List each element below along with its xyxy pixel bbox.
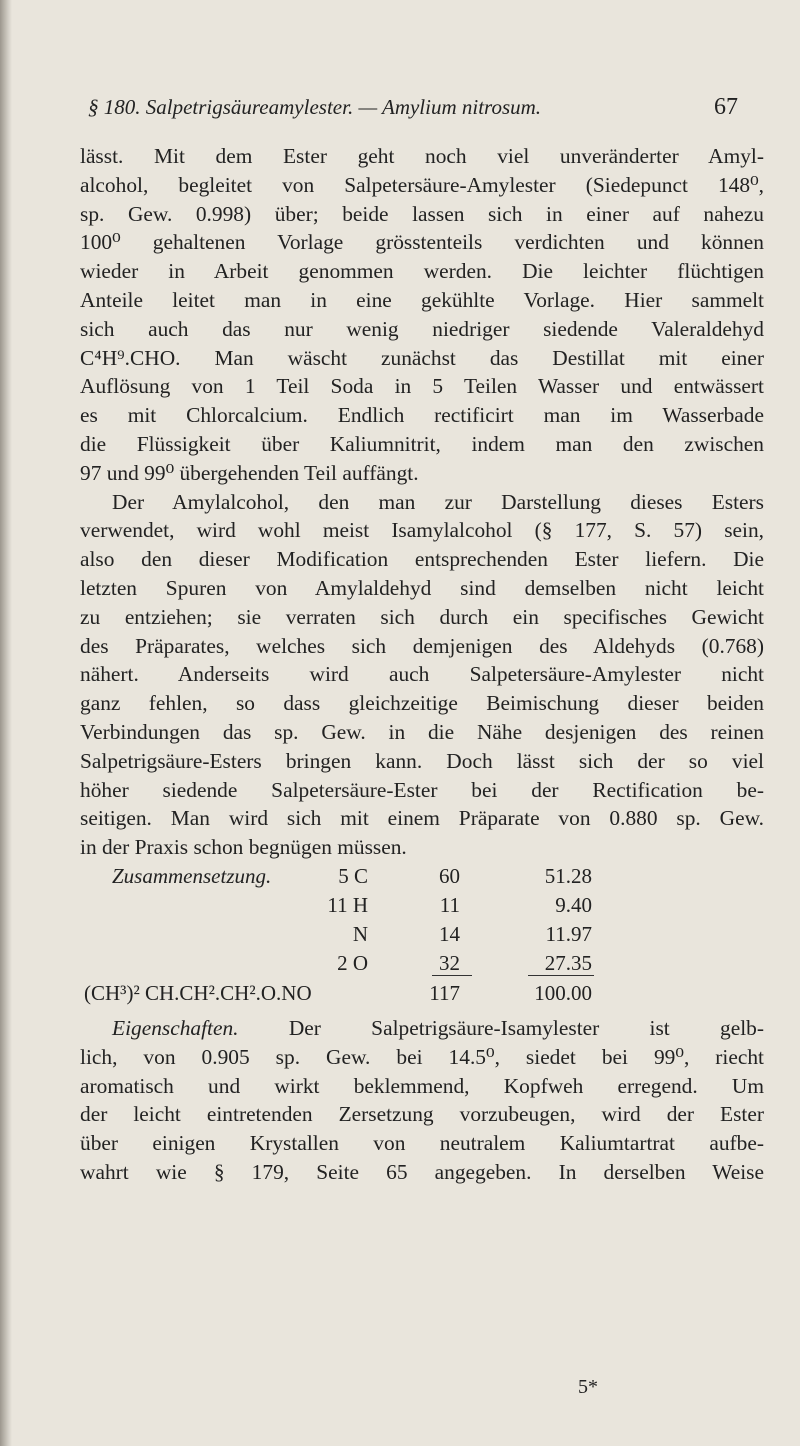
sum-rule bbox=[432, 975, 472, 976]
text-line: es mit Chlorcalcium. Endlich rectificirt man im Wasserbade bbox=[80, 403, 764, 428]
paragraph-1 bbox=[80, 142, 764, 488]
text-line: höher siedende Salpetersäure-Ester bei der Rectification be- bbox=[80, 777, 764, 802]
text-line bbox=[80, 1014, 764, 1043]
formula: (CH³)² CH.CH².CH².O.NO bbox=[84, 980, 312, 1005]
text-line: über einigen Krystallen von neutralem Kaliumtartrat aufbe- bbox=[80, 1131, 764, 1156]
percent: 27.35 bbox=[544, 950, 592, 975]
text-line: 100⁰ gehaltenen Vorlage grösstenteils verdichten und können bbox=[80, 230, 764, 255]
text-line: in der Praxis schon begnügen müssen. bbox=[80, 835, 407, 860]
running-header bbox=[88, 94, 738, 121]
text-line: wahrt wie § 179, Seite 65 angegeben. In derselben Weise bbox=[80, 1159, 764, 1184]
text-line: Salpetrigsäure-Esters bringen kann. Doch lässt sich der so viel bbox=[80, 748, 764, 773]
printer-signature: 5* bbox=[578, 1376, 598, 1398]
text-line: C⁴H⁹.CHO. Man wäscht zunächst das Destillat mit einer bbox=[80, 345, 764, 370]
mass: 32 bbox=[439, 950, 460, 975]
element: 5 C bbox=[338, 863, 368, 888]
text-line: Verbindungen das sp. Gew. in die Nähe desjenigen des reinen bbox=[80, 719, 764, 744]
text-line: der leicht eintretenden Zersetzung vorzubeugen, wird der Ester bbox=[80, 1102, 764, 1127]
composition-label: Zusammensetzung. bbox=[112, 863, 272, 888]
percent: 11.97 bbox=[545, 921, 592, 946]
text-line: 97 und 99⁰ übergehenden Teil auffängt. bbox=[80, 460, 419, 485]
text-line: letzten Spuren von Amylaldehyd sind demselben nicht leicht bbox=[80, 575, 764, 600]
mass: 14 bbox=[439, 921, 460, 946]
mass: 60 bbox=[439, 863, 460, 888]
total-percent: 100.00 bbox=[534, 980, 592, 1005]
text-line: aromatisch und wirkt beklemmend, Kopfweh erregend. Um bbox=[80, 1073, 764, 1098]
paragraph-3 bbox=[80, 1014, 764, 1187]
text-line: Der Amylalcohol, den man zur Darstellung dieses Esters bbox=[112, 489, 764, 514]
book-spine-shadow bbox=[0, 0, 12, 1446]
text-line: zu entziehen; sie verraten sich durch ein specifisches Gewicht bbox=[80, 604, 764, 629]
text-line: des Präparates, welches sich demjenigen des Aldehyds (0.768) bbox=[80, 633, 764, 658]
text-line: lässt. Mit dem Ester geht noch viel unveränderter Amyl- bbox=[80, 144, 764, 168]
mass: 11 bbox=[439, 892, 460, 917]
section-lead: Eigenschaften. bbox=[112, 1015, 239, 1040]
composition-table bbox=[80, 862, 764, 1014]
text-line: sp. Gew. 0.998) über; beide lassen sich in einer auf nahezu bbox=[80, 201, 764, 226]
percent: 51.28 bbox=[544, 863, 592, 888]
text-line: wieder in Arbeit genommen werden. Die leichter flüchtigen bbox=[80, 259, 764, 284]
sum-rule bbox=[528, 975, 594, 976]
composition-row bbox=[80, 862, 764, 891]
percent: 9.40 bbox=[555, 892, 592, 917]
text-line: Anteile leitet man in eine gekühlte Vorlage. Hier sammelt bbox=[80, 287, 764, 312]
header-title: § 180. Salpetrigsäureamylester. — Amylium nitrosum. bbox=[88, 95, 542, 119]
page-number: 67 bbox=[714, 94, 738, 120]
composition-row bbox=[80, 949, 764, 978]
total-mass: 117 bbox=[429, 980, 460, 1005]
composition-row bbox=[80, 891, 764, 920]
paragraph-2 bbox=[80, 488, 764, 862]
element: 2 O bbox=[337, 950, 368, 975]
element: N bbox=[352, 921, 368, 946]
composition-total-row bbox=[80, 979, 764, 1008]
text-line: sich auch das nur wenig niedriger siedende Valeraldehyd bbox=[80, 316, 764, 341]
composition-row bbox=[80, 920, 764, 949]
text-line: Auflösung von 1 Teil Soda in 5 Teilen Wasser und entwässert bbox=[80, 374, 764, 399]
text-line: ganz fehlen, so dass gleichzeitige Beimischung dieser beiden bbox=[80, 691, 764, 716]
text-line: alcohol, begleitet von Salpetersäure-Amylester (Siedepunct 148⁰, bbox=[80, 172, 764, 197]
text-line: verwendet, wird wohl meist Isamylalcohol (§ 177, S. 57) sein, bbox=[80, 518, 764, 543]
text-line: also den dieser Modification entsprechenden Ester liefern. Die bbox=[80, 547, 764, 572]
element: 11 H bbox=[327, 892, 368, 917]
text-line: nähert. Anderseits wird auch Salpetersäure-Amylester nicht bbox=[80, 662, 764, 687]
page-body bbox=[80, 142, 764, 1187]
text-line: seitigen. Man wird sich mit einem Präparate von 0.880 sp. Gew. bbox=[80, 806, 764, 831]
text-line: lich, von 0.905 sp. Gew. bei 14.5⁰, siedet bei 99⁰, riecht bbox=[80, 1044, 764, 1069]
text-line: die Flüssigkeit über Kaliumnitrit, indem man den zwischen bbox=[80, 431, 764, 456]
text-fragment: Der Salpetrigsäure-Isamylester ist gelb- bbox=[238, 1015, 764, 1040]
